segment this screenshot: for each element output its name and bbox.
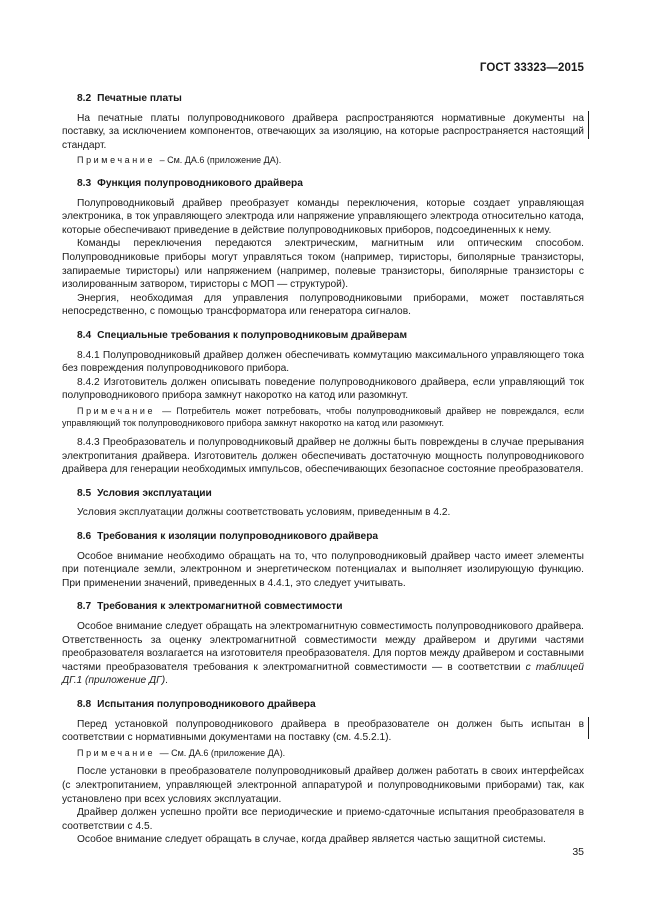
section-heading [62, 329, 584, 343]
paragraph: Особое внимание необходимо обращать на то, что полупроводниковый драйвер часто имеет элементы при потенциале земли, электронном и энергетическом потенциалах и выполняет изолирующую функцию. При применении значений, приведенных в 4.4.1, это следует учитывать. [62, 550, 584, 589]
section-heading [62, 600, 584, 614]
section-title: Печатные платы [97, 93, 182, 104]
section-number: 8.2 [77, 93, 92, 104]
page-number: 35 [572, 846, 584, 858]
page-content [62, 92, 584, 857]
paragraph: Энергия, необходимая для управления полупроводниковыми приборами, может поставляться непосредственно, с помощью трансформатора или генератора сигналов. [62, 292, 584, 318]
section-title: Требования к электромагнитной совместимости [97, 601, 343, 613]
note-text: — Потребитель может потребовать, чтобы полупроводниковый драйвер не повреждался, если управляющий ток полупроводникового прибора замкнут накоротко на катод или разомкнут. [62, 405, 584, 429]
paragraph: Полупроводниковый драйвер преобразует команды переключения, которые создает управляющая электроника, в ток управляющего электрода или напряжение управляющего электрода относительно катода, которые обеспечивают приведение в действие полупроводниковых приборов, подсоединенных к нему. [62, 197, 584, 236]
note [62, 154, 584, 167]
section-8-2 [62, 92, 584, 167]
note-label: Примечание [77, 155, 156, 166]
section-number: 8.8 [77, 698, 92, 710]
paragraph: После установки в преобразователе полупроводниковый драйвер должен работать в своих интерфейсах (с электропитанием, управляющей электронной аппаратурой и полупроводниковыми приборами) так, как установлено при всех условиях эксплуатации. [62, 766, 584, 805]
standard-header: ГОСТ 33323—2015 [479, 62, 584, 74]
paragraph: 8.4.2 Изготовитель должен описывать поведение полупроводникового драйвера, если управляющий ток полупроводникового прибора замкнут накоротко на катод или разомкнут. [62, 376, 584, 402]
section-number: 8.4 [77, 329, 92, 341]
note-label: Примечание [77, 747, 156, 758]
section-number: 8.5 [77, 487, 92, 499]
section-heading [62, 177, 584, 191]
paragraph: На печатные платы полупроводникового драйвера распространяются нормативные документы на поставку, за исключением компонентов, отвечающих за изоляцию, на которые распространяется настоящий стандарт. [62, 112, 584, 151]
note-label: Примечание [77, 405, 156, 416]
section-number: 8.6 [77, 531, 92, 543]
table-reference: с таблицей ДГ.1 (приложение ДГ) [62, 661, 584, 687]
section-8-3 [62, 177, 584, 319]
section-8-6 [62, 530, 584, 590]
note-text: — См. ДА.6 (приложение ДА). [159, 747, 286, 758]
paragraph-tail: . [165, 675, 168, 687]
note [62, 747, 584, 760]
paragraph: 8.4.3 Преобразователь и полупроводниковый драйвер не должны быть повреждены в случае прерывания электропитания драйвера. Изготовитель должен обеспечивать достаточную мощность полупроводникового драйвера для генерации необходимых импульсов, обеспечивающих безопасное состояние преобразователя. [62, 437, 584, 476]
section-heading [62, 92, 584, 106]
section-number: 8.3 [77, 177, 92, 189]
section-title: Требования к изоляции полупроводникового драйвера [97, 531, 379, 543]
section-8-8 [62, 698, 584, 847]
paragraph-text: Особое внимание следует обращать на электромагнитную совместимость полупроводникового драйвера. Ответственность за оценку электромагнитной совместимости между драйвером и другими частями преобразователя возлагается на изготовителя преобразователя. Для портов между драйвером и составными частями преобразователя требования к электромагнитной совместимости — в соответствии [62, 621, 584, 673]
note-text: – См. ДА.6 (приложение ДА). [159, 155, 282, 166]
paragraph: Перед установкой полупроводникового драйвера в преобразователе он должен быть испытан в соответствии с нормативными документами на поставку (см. 4.5.2.1). [62, 718, 584, 744]
section-8-7 [62, 600, 584, 688]
change-bar [588, 717, 589, 739]
section-heading [62, 530, 584, 544]
section-8-4 [62, 329, 584, 477]
change-bar [588, 111, 589, 139]
note [62, 405, 584, 430]
section-title: Условия эксплуатации [97, 487, 212, 499]
section-title: Испытания полупроводникового драйвера [97, 698, 316, 710]
paragraph: Особое внимание следует обращать в случае, когда драйвер является частью защитной системы. [77, 834, 546, 846]
paragraph: Команды переключения передаются электрическим, магнитным или оптическим способом. Полупроводниковые приборы могут управляться током (например, тиристоры, биполярные транзисторы, запираемые тиристоры) или напряжением (например, полевые транзисторы, биполярные транзисторы с изолированным затвором, тиристоры с МОП — структурой). [62, 238, 584, 291]
section-8-5 [62, 487, 584, 520]
section-heading [62, 698, 584, 712]
paragraph: Драйвер должен успешно пройти все периодические и приемо-сдаточные испытания преобразователя в соответствии с 4.5. [62, 807, 584, 832]
paragraph: 8.4.1 Полупроводниковый драйвер должен обеспечивать коммутацию максимального управляющего тока без повреждения полупроводникового прибора. [62, 349, 584, 375]
paragraph [62, 620, 584, 688]
section-title: Функция полупроводникового драйвера [97, 177, 303, 189]
section-heading [62, 487, 584, 501]
paragraph: Условия эксплуатации должны соответствовать условиям, приведенным в 4.2. [77, 507, 451, 519]
section-number: 8.7 [77, 601, 92, 613]
section-title: Специальные требования к полупроводниковым драйверам [97, 329, 407, 341]
